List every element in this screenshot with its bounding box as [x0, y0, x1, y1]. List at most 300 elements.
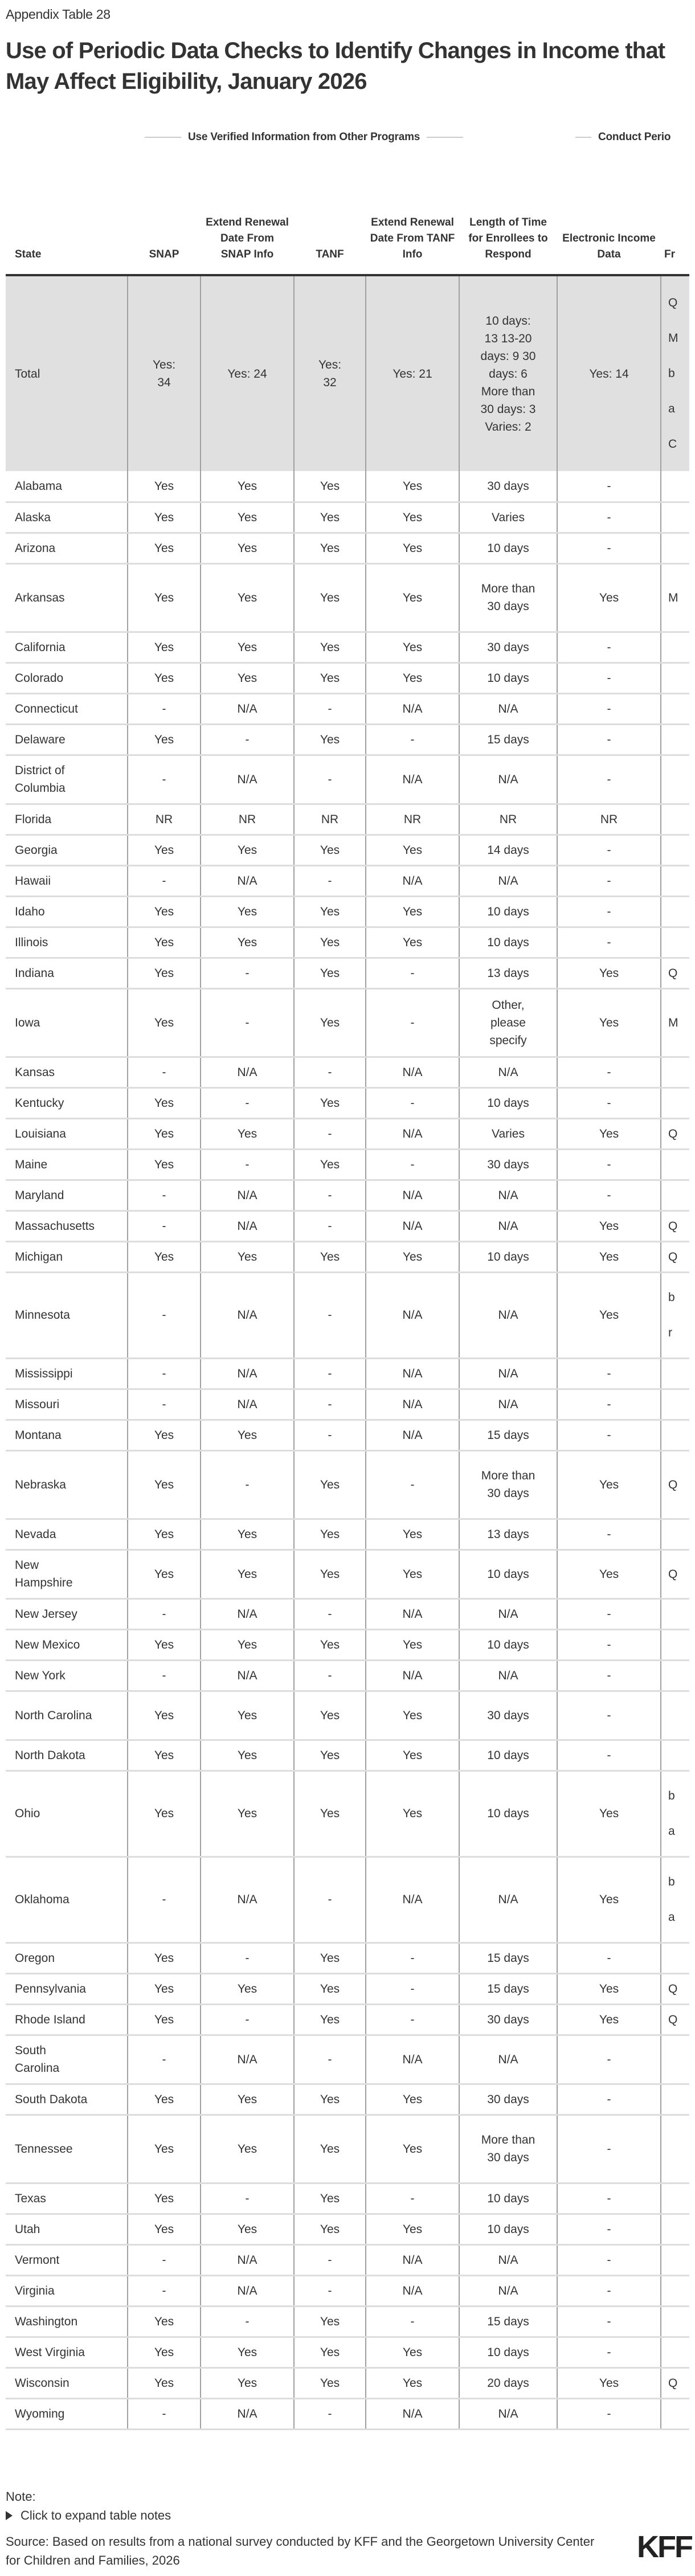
cell-frequency	[661, 2398, 689, 2429]
cell-extend-tanf: Yes	[366, 927, 459, 958]
column-group-label: Use Verified Information from Other Programs	[188, 131, 420, 143]
cell-snap: -	[128, 1180, 201, 1211]
cell-tanf: Yes	[294, 1691, 366, 1740]
cell-extend-snap: N/A	[201, 2244, 294, 2275]
column-header-row	[6, 154, 689, 275]
cell-extend-tanf: -	[366, 724, 459, 755]
table-row	[6, 1057, 689, 1087]
cell-snap: Yes	[128, 2004, 201, 2035]
cell-tanf: -	[294, 865, 366, 896]
cell-frequency	[661, 1598, 689, 1629]
cell-tanf: NR	[294, 804, 366, 835]
cell-state: Kansas	[6, 1057, 128, 1087]
table-row	[6, 1450, 689, 1519]
cell-frequency: Q	[661, 2004, 689, 2035]
table-row	[6, 1519, 689, 1549]
cell-state: New York	[6, 1660, 128, 1691]
cell-extend-tanf: Yes	[366, 2115, 459, 2183]
cell-length-of-time: 10 days	[459, 533, 557, 563]
cell-electronic-income: -	[557, 1149, 661, 1180]
cell-snap: Yes	[128, 2115, 201, 2183]
cell-electronic-income: -	[557, 2337, 661, 2368]
cell-snap: -	[128, 2275, 201, 2306]
cell-frequency	[661, 1358, 689, 1389]
cell-extend-snap: N/A	[201, 1180, 294, 1211]
table-row	[6, 2183, 689, 2214]
table-row	[6, 835, 689, 865]
cell-length-of-time: 30 days	[459, 632, 557, 663]
cell-snap: Yes	[128, 1118, 201, 1149]
table-row	[6, 1973, 689, 2004]
cell-extend-snap: NR	[201, 804, 294, 835]
cell-extend-snap: N/A	[201, 1057, 294, 1087]
cell-extend-tanf: N/A	[366, 1598, 459, 1629]
cell-extend-tanf: N/A	[366, 1057, 459, 1087]
cell-extend-snap: -	[201, 1149, 294, 1180]
cell-tanf: Yes	[294, 2183, 366, 2214]
cell-length-of-time: 30 days	[459, 2084, 557, 2115]
cell-frequency: Q	[661, 2368, 689, 2398]
table-row	[6, 1180, 689, 1211]
cell-tanf: -	[294, 1420, 366, 1450]
cell-length-of-time: N/A	[459, 1272, 557, 1358]
table-row	[6, 2398, 689, 2429]
cell-frequency	[661, 1087, 689, 1118]
cell-tanf: Yes	[294, 927, 366, 958]
total-extend-tanf: Yes: 21	[366, 275, 459, 471]
table-row	[6, 1691, 689, 1740]
column-group-headers	[0, 131, 695, 146]
cell-frequency	[661, 2275, 689, 2306]
cell-extend-tanf: N/A	[366, 755, 459, 804]
cell-state: Iowa	[6, 988, 128, 1057]
cell-length-of-time: 15 days	[459, 2306, 557, 2337]
cell-length-of-time: N/A	[459, 1598, 557, 1629]
cell-snap: Yes	[128, 1519, 201, 1549]
table-row	[6, 2337, 689, 2368]
cell-extend-tanf: Yes	[366, 1740, 459, 1771]
cell-state: Colorado	[6, 663, 128, 693]
cell-extend-snap: -	[201, 958, 294, 988]
cell-extend-snap: Yes	[201, 533, 294, 563]
column-header-extend-tanf[interactable]: Extend Renewal Date From TANF Info	[366, 154, 459, 275]
cell-tanf: Yes	[294, 2306, 366, 2337]
cell-electronic-income: -	[557, 1629, 661, 1660]
table-row	[6, 2214, 689, 2244]
column-header-tanf[interactable]: TANF	[294, 154, 366, 275]
cell-tanf: Yes	[294, 1241, 366, 1272]
table-row	[6, 1389, 689, 1420]
cell-extend-snap: Yes	[201, 632, 294, 663]
cell-extend-tanf: NR	[366, 804, 459, 835]
cell-electronic-income: -	[557, 693, 661, 724]
cell-frequency	[661, 2306, 689, 2337]
cell-electronic-income: -	[557, 663, 661, 693]
cell-state: Maine	[6, 1149, 128, 1180]
cell-tanf: -	[294, 1272, 366, 1358]
table-row	[6, 1149, 689, 1180]
cell-electronic-income: -	[557, 1358, 661, 1389]
total-row	[6, 275, 689, 471]
cell-length-of-time: N/A	[459, 693, 557, 724]
cell-tanf: Yes	[294, 1519, 366, 1549]
cell-frequency	[661, 865, 689, 896]
table-row	[6, 2004, 689, 2035]
cell-state: Delaware	[6, 724, 128, 755]
table-row	[6, 632, 689, 663]
cell-length-of-time: 10 days	[459, 2183, 557, 2214]
cell-snap: Yes	[128, 2306, 201, 2337]
cell-tanf: Yes	[294, 988, 366, 1057]
cell-length-of-time: 10 days	[459, 663, 557, 693]
cell-tanf: -	[294, 1180, 366, 1211]
cell-electronic-income: -	[557, 835, 661, 865]
source-text: Source: Based on results from a national survey conducted by KFF and the Georgetown University Center for Children and Families, 2026	[6, 2534, 595, 2567]
cell-electronic-income: -	[557, 1389, 661, 1420]
cell-state: Illinois	[6, 927, 128, 958]
cell-extend-snap: -	[201, 724, 294, 755]
cell-state: Arizona	[6, 533, 128, 563]
table-row	[6, 1660, 689, 1691]
column-group-verified-info	[145, 131, 463, 144]
cell-frequency: Q	[661, 1241, 689, 1272]
cell-length-of-time: N/A	[459, 1358, 557, 1389]
cell-extend-snap: Yes	[201, 1973, 294, 2004]
cell-extend-tanf: N/A	[366, 1272, 459, 1358]
cell-extend-snap: -	[201, 988, 294, 1057]
cell-snap: Yes	[128, 1450, 201, 1519]
cell-electronic-income: Yes	[557, 1450, 661, 1519]
cell-electronic-income: Yes	[557, 1549, 661, 1598]
cell-frequency	[661, 693, 689, 724]
cell-snap: Yes	[128, 1973, 201, 2004]
note-label: Note:	[6, 2489, 36, 2504]
cell-snap: Yes	[128, 2368, 201, 2398]
cell-extend-snap: Yes	[201, 2084, 294, 2115]
column-header-length-of-time[interactable]: Length of Time for Enrollees to Respond	[459, 154, 557, 275]
expand-notes-label: Click to expand table notes	[21, 2508, 171, 2522]
cell-electronic-income: -	[557, 724, 661, 755]
cell-tanf: Yes	[294, 663, 366, 693]
cell-extend-tanf: -	[366, 2183, 459, 2214]
table-row	[6, 724, 689, 755]
cell-snap: Yes	[128, 1087, 201, 1118]
column-header-electronic-income[interactable]: Electronic Income Data	[557, 154, 661, 275]
triangle-right-icon	[6, 2511, 13, 2520]
total-length-of-time: 10 days: 13 13-20 days: 9 30 days: 6 More than 30 days: 3 Varies: 2	[459, 275, 557, 471]
cell-electronic-income: Yes	[557, 988, 661, 1057]
cell-frequency	[661, 663, 689, 693]
table-row	[6, 2368, 689, 2398]
cell-frequency: Q	[661, 1973, 689, 2004]
cell-snap: Yes	[128, 1943, 201, 1973]
cell-electronic-income: -	[557, 533, 661, 563]
table-row	[6, 1598, 689, 1629]
cell-extend-snap: Yes	[201, 2115, 294, 2183]
cell-electronic-income: -	[557, 2115, 661, 2183]
cell-tanf: Yes	[294, 2368, 366, 2398]
cell-electronic-income: -	[557, 2183, 661, 2214]
cell-state: California	[6, 632, 128, 663]
cell-tanf: Yes	[294, 533, 366, 563]
cell-extend-snap: Yes	[201, 2368, 294, 2398]
cell-tanf: Yes	[294, 1450, 366, 1519]
column-header-snap[interactable]: SNAP	[128, 154, 201, 275]
table-row	[6, 471, 689, 502]
cell-extend-tanf: Yes	[366, 2337, 459, 2368]
cell-frequency: Q	[661, 1211, 689, 1241]
cell-state: Maryland	[6, 1180, 128, 1211]
cell-electronic-income: -	[557, 896, 661, 927]
cell-tanf: Yes	[294, 563, 366, 632]
cell-extend-snap: N/A	[201, 693, 294, 724]
cell-snap: Yes	[128, 502, 201, 533]
cell-electronic-income: -	[557, 1420, 661, 1450]
cell-extend-tanf: -	[366, 2004, 459, 2035]
cell-extend-tanf: Yes	[366, 502, 459, 533]
table-row	[6, 804, 689, 835]
cell-extend-snap: Yes	[201, 471, 294, 502]
cell-frequency	[661, 2115, 689, 2183]
cell-snap: Yes	[128, 1549, 201, 1598]
cell-state: South Dakota	[6, 2084, 128, 2115]
table-row	[6, 533, 689, 563]
cell-snap: -	[128, 1272, 201, 1358]
cell-snap: Yes	[128, 2084, 201, 2115]
cell-extend-tanf: -	[366, 988, 459, 1057]
group-rule-left	[575, 137, 591, 138]
cell-state: Rhode Island	[6, 2004, 128, 2035]
cell-electronic-income: -	[557, 2244, 661, 2275]
cell-state: Nebraska	[6, 1450, 128, 1519]
cell-tanf: -	[294, 2035, 366, 2084]
cell-frequency: Q	[661, 1549, 689, 1598]
cell-state: Arkansas	[6, 563, 128, 632]
cell-tanf: Yes	[294, 958, 366, 988]
table-row	[6, 1272, 689, 1358]
cell-frequency: M	[661, 988, 689, 1057]
cell-extend-snap: Yes	[201, 1629, 294, 1660]
cell-tanf: Yes	[294, 1771, 366, 1857]
table-row	[6, 988, 689, 1057]
data-table-container[interactable]	[6, 154, 689, 2430]
cell-tanf: Yes	[294, 1149, 366, 1180]
cell-frequency	[661, 1691, 689, 1740]
cell-extend-snap: N/A	[201, 1358, 294, 1389]
cell-snap: Yes	[128, 2214, 201, 2244]
table-row	[6, 2115, 689, 2183]
table-row	[6, 896, 689, 927]
cell-state: Louisiana	[6, 1118, 128, 1149]
cell-electronic-income: NR	[557, 804, 661, 835]
cell-frequency	[661, 2035, 689, 2084]
cell-extend-tanf: N/A	[366, 1857, 459, 1943]
cell-extend-snap: N/A	[201, 1660, 294, 1691]
cell-state: Vermont	[6, 2244, 128, 2275]
cell-length-of-time: 10 days	[459, 927, 557, 958]
cell-extend-snap: Yes	[201, 563, 294, 632]
cell-state: Alaska	[6, 502, 128, 533]
cell-state: Washington	[6, 2306, 128, 2337]
table-row	[6, 1549, 689, 1598]
cell-snap: NR	[128, 804, 201, 835]
cell-snap: -	[128, 2244, 201, 2275]
cell-frequency	[661, 1420, 689, 1450]
cell-extend-tanf: N/A	[366, 1180, 459, 1211]
cell-frequency	[661, 1629, 689, 1660]
cell-length-of-time: N/A	[459, 1660, 557, 1691]
table-row	[6, 1211, 689, 1241]
cell-extend-snap: N/A	[201, 2035, 294, 2084]
cell-frequency	[661, 804, 689, 835]
cell-extend-snap: -	[201, 1943, 294, 1973]
cell-extend-snap: N/A	[201, 865, 294, 896]
cell-snap: Yes	[128, 724, 201, 755]
table-row	[6, 927, 689, 958]
cell-length-of-time: 10 days	[459, 1771, 557, 1857]
cell-state: New Mexico	[6, 1629, 128, 1660]
cell-frequency: b r	[661, 1272, 689, 1358]
cell-state: Minnesota	[6, 1272, 128, 1358]
cell-snap: -	[128, 1057, 201, 1087]
cell-frequency: Q	[661, 1118, 689, 1149]
cell-state: Connecticut	[6, 693, 128, 724]
cell-snap: Yes	[128, 1629, 201, 1660]
cell-state: Tennessee	[6, 2115, 128, 2183]
cell-extend-tanf: N/A	[366, 1660, 459, 1691]
cell-frequency	[661, 1149, 689, 1180]
cell-snap: Yes	[128, 1420, 201, 1450]
cell-extend-snap: Yes	[201, 1691, 294, 1740]
cell-extend-snap: Yes	[201, 1519, 294, 1549]
cell-state: Virginia	[6, 2275, 128, 2306]
cell-state: Indiana	[6, 958, 128, 988]
cell-length-of-time: 13 days	[459, 958, 557, 988]
cell-length-of-time: N/A	[459, 2035, 557, 2084]
cell-snap: -	[128, 1389, 201, 1420]
cell-extend-snap: N/A	[201, 1857, 294, 1943]
cell-extend-tanf: -	[366, 958, 459, 988]
cell-length-of-time: 13 days	[459, 1519, 557, 1549]
expand-notes-toggle[interactable]	[6, 2508, 171, 2523]
table-row	[6, 1420, 689, 1450]
table-row	[6, 2035, 689, 2084]
table-row	[6, 865, 689, 896]
table-row	[6, 1241, 689, 1272]
cell-tanf: Yes	[294, 1549, 366, 1598]
cell-length-of-time: 10 days	[459, 1629, 557, 1660]
cell-frequency	[661, 502, 689, 533]
cell-state: Massachusetts	[6, 1211, 128, 1241]
cell-length-of-time: N/A	[459, 1857, 557, 1943]
cell-electronic-income: Yes	[557, 1241, 661, 1272]
cell-frequency	[661, 896, 689, 927]
cell-length-of-time: NR	[459, 804, 557, 835]
cell-tanf: Yes	[294, 471, 366, 502]
cell-electronic-income: Yes	[557, 2368, 661, 2398]
cell-frequency: M	[661, 563, 689, 632]
cell-tanf: Yes	[294, 1740, 366, 1771]
cell-snap: Yes	[128, 988, 201, 1057]
cell-extend-tanf: Yes	[366, 2368, 459, 2398]
cell-extend-tanf: Yes	[366, 1241, 459, 1272]
cell-snap: Yes	[128, 896, 201, 927]
column-header-state[interactable]: State	[6, 154, 128, 275]
table-row	[6, 1118, 689, 1149]
cell-length-of-time: 10 days	[459, 1087, 557, 1118]
cell-extend-tanf: Yes	[366, 471, 459, 502]
cell-electronic-income: -	[557, 2035, 661, 2084]
cell-frequency	[661, 1389, 689, 1420]
cell-extend-tanf: N/A	[366, 1118, 459, 1149]
column-header-frequency[interactable]: Fr	[661, 154, 689, 275]
cell-frequency: Q	[661, 1450, 689, 1519]
cell-extend-tanf: N/A	[366, 2275, 459, 2306]
cell-snap: Yes	[128, 533, 201, 563]
cell-extend-snap: -	[201, 1450, 294, 1519]
cell-length-of-time: N/A	[459, 1057, 557, 1087]
cell-extend-tanf: -	[366, 1149, 459, 1180]
group-rule-right	[427, 137, 463, 138]
cell-frequency: b a	[661, 1857, 689, 1943]
cell-length-of-time: N/A	[459, 1180, 557, 1211]
cell-state: Oklahoma	[6, 1857, 128, 1943]
cell-state: Mississippi	[6, 1358, 128, 1389]
cell-length-of-time: N/A	[459, 2244, 557, 2275]
table-row	[6, 1087, 689, 1118]
table-row	[6, 958, 689, 988]
cell-electronic-income: Yes	[557, 563, 661, 632]
cell-state: Nevada	[6, 1519, 128, 1549]
cell-length-of-time: 14 days	[459, 835, 557, 865]
cell-extend-tanf: Yes	[366, 1519, 459, 1549]
cell-length-of-time: 30 days	[459, 1691, 557, 1740]
cell-tanf: Yes	[294, 2214, 366, 2244]
cell-frequency: b a	[661, 1771, 689, 1857]
cell-state: Texas	[6, 2183, 128, 2214]
cell-frequency	[661, 1740, 689, 1771]
cell-electronic-income: -	[557, 1057, 661, 1087]
cell-tanf: -	[294, 2275, 366, 2306]
cell-state: Pennsylvania	[6, 1973, 128, 2004]
cell-tanf: -	[294, 1598, 366, 1629]
cell-electronic-income: -	[557, 2398, 661, 2429]
cell-snap: -	[128, 1211, 201, 1241]
table-number: Appendix Table 28	[6, 7, 111, 22]
cell-extend-tanf: N/A	[366, 2244, 459, 2275]
cell-extend-tanf: -	[366, 1943, 459, 1973]
cell-extend-snap: N/A	[201, 2398, 294, 2429]
table-body	[6, 275, 689, 2429]
cell-state: Montana	[6, 1420, 128, 1450]
cell-electronic-income: Yes	[557, 1973, 661, 2004]
cell-length-of-time: 10 days	[459, 1740, 557, 1771]
cell-tanf: Yes	[294, 1973, 366, 2004]
cell-length-of-time: 30 days	[459, 2004, 557, 2035]
cell-tanf: -	[294, 755, 366, 804]
cell-state: Georgia	[6, 835, 128, 865]
table-row	[6, 1943, 689, 1973]
table-row	[6, 663, 689, 693]
column-header-extend-snap[interactable]: Extend Renewal Date From SNAP Info	[201, 154, 294, 275]
cell-extend-snap: Yes	[201, 2214, 294, 2244]
cell-length-of-time: 15 days	[459, 1420, 557, 1450]
cell-snap: -	[128, 865, 201, 896]
cell-length-of-time: 10 days	[459, 2214, 557, 2244]
cell-electronic-income: -	[557, 1087, 661, 1118]
cell-tanf: -	[294, 1057, 366, 1087]
cell-extend-tanf: Yes	[366, 2214, 459, 2244]
